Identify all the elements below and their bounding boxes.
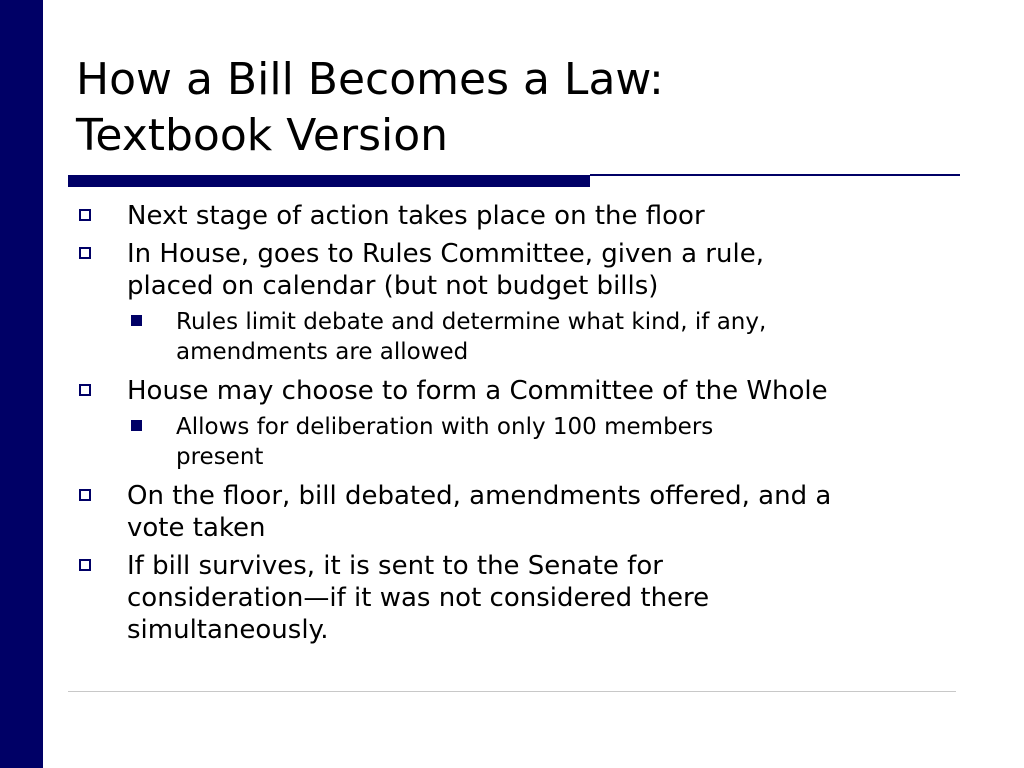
- bullet-item-senate: [76, 550, 956, 646]
- bullet-item-floor: [76, 200, 956, 232]
- title-underline-thin: [590, 174, 960, 176]
- bullet-list: [76, 200, 956, 652]
- bullet-item-floor-vote: [76, 480, 956, 544]
- sub-bullet-deliberation: [76, 412, 956, 472]
- sub-bullet-text-line: present: [176, 444, 264, 470]
- bullet-text-line: vote taken: [127, 513, 266, 543]
- bullet-text-line: consideration—if it was not considered there: [127, 583, 710, 613]
- hollow-square-bullet-icon: [79, 559, 91, 571]
- footer-divider: [68, 691, 956, 692]
- sub-bullet-rules-limit: [76, 307, 956, 367]
- left-accent-bar: [0, 0, 43, 768]
- bullet-text-line: On the floor, bill debated, amendments offered, and a: [127, 481, 832, 511]
- filled-square-bullet-icon: [131, 420, 142, 431]
- slide-title-line-2: Textbook Version: [76, 110, 449, 161]
- sub-bullet-text-line: amendments are allowed: [176, 339, 469, 365]
- bullet-text-line: simultaneously.: [127, 615, 329, 645]
- bullet-text-line: placed on calendar (but not budget bills): [127, 271, 659, 301]
- hollow-square-bullet-icon: [79, 247, 91, 259]
- bullet-text-line: House may choose to form a Committee of the Whole: [127, 376, 828, 406]
- bullet-text-line: If bill survives, it is sent to the Senate for: [127, 551, 663, 581]
- sub-bullet-text-line: Rules limit debate and determine what kind, if any,: [176, 309, 767, 335]
- hollow-square-bullet-icon: [79, 489, 91, 501]
- slide-title: [76, 52, 956, 164]
- bullet-text-line: Next stage of action takes place on the floor: [127, 201, 705, 231]
- bullet-text-line: In House, goes to Rules Committee, given a rule,: [127, 239, 764, 269]
- sub-bullet-text-line: Allows for deliberation with only 100 members: [176, 414, 714, 440]
- bullet-item-committee-of-whole: [76, 375, 956, 407]
- filled-square-bullet-icon: [131, 315, 142, 326]
- hollow-square-bullet-icon: [79, 209, 91, 221]
- hollow-square-bullet-icon: [79, 384, 91, 396]
- bullet-item-rules-committee: [76, 238, 956, 302]
- slide-title-line-1: How a Bill Becomes a Law:: [76, 54, 664, 105]
- title-underline-thick: [68, 175, 590, 187]
